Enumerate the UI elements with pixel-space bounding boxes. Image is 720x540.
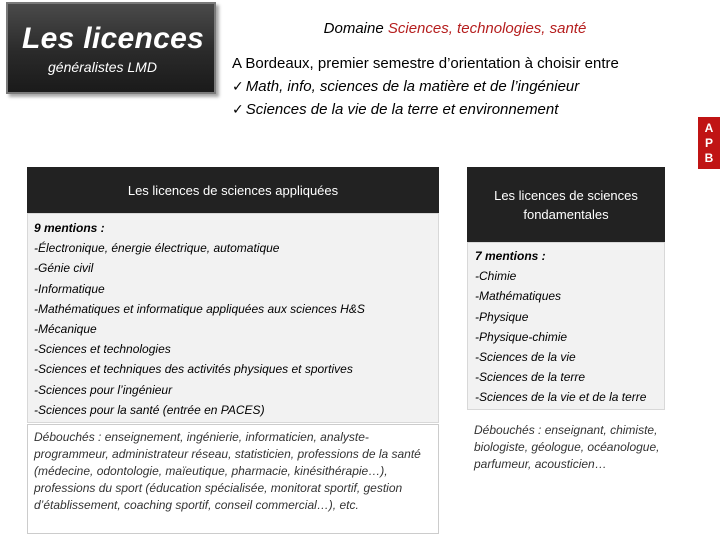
list-item: -Sciences de la terre [475,370,586,385]
list-item: -Sciences de la vie [475,350,576,365]
list-item: -Électronique, énergie électrique, automatique [34,241,280,256]
apb-letter: B [704,150,714,165]
list-item: -Informatique [34,281,105,296]
list-item: -Mécanique [34,322,97,337]
option-text: Sciences de la vie de la terre et environnement [245,101,559,118]
domain-prefix: Domaine [323,20,388,37]
fundamental-count-label: 7 mentions : [475,249,546,263]
option-text: Math, info, sciences de la matière et de l’ingénieur [245,78,580,95]
domain-title [0,20,720,37]
fundamental-mentions-box [467,242,665,410]
list-item: -Génie civil [34,261,94,276]
apb-letter: P [704,135,713,150]
fundamental-debouches: Débouchés : enseignant, chimiste, biologiste, géologue, océanologue, parfumeur, acousticien… [474,423,660,471]
list-item: -Mathématiques [475,289,562,304]
option-item [232,98,619,121]
list-item: -Physique-chimie [475,329,568,344]
applied-heading: Les licences de sciences appliquées [27,167,439,213]
list-item: -Mathématiques et informatique appliquées aux sciences H&S [34,301,365,316]
intro-text: A Bordeaux, premier semestre d’orientation à choisir entre [232,55,619,72]
list-item: -Chimie [475,269,517,284]
list-item: -Sciences et technologies [34,342,171,357]
list-item: -Sciences pour la santé (entrée en PACES) [34,402,265,417]
applied-debouches: Débouchés : enseignement, ingénierie, informaticien, analyste-programmeur, administrateur réseau, statisticien, professions de la santé (médecine, odontologie, maïeutique, pharmacie, kinésithérapie…), professions du sport (éducation spécialisée, monitorat sportif, gestion d’établissement, coaching sportif, conseil commercial…), etc. [27,424,439,534]
check-icon: ✓ [232,101,244,117]
apb-badge [698,117,720,169]
list-item: -Sciences de la vie et de la terre [475,390,647,405]
fundamental-heading: Les licences de sciences fondamentales [467,167,665,242]
domain-name: Sciences, technologies, santé [387,20,587,37]
logo-title: Les licences [22,22,205,55]
list-item: -Physique [475,309,529,324]
option-item [232,75,619,98]
intro-block [232,53,619,121]
apb-letter: A [704,120,714,135]
check-icon: ✓ [232,78,244,94]
applied-count-label: 9 mentions : [34,221,105,235]
list-item: -Sciences pour l’ingénieur [34,382,173,397]
logo [6,2,216,94]
list-item: -Sciences et techniques des activités physiques et sportives [34,362,353,377]
applied-mentions-box [27,213,439,423]
logo-subtitle: généralistes LMD [48,59,157,75]
